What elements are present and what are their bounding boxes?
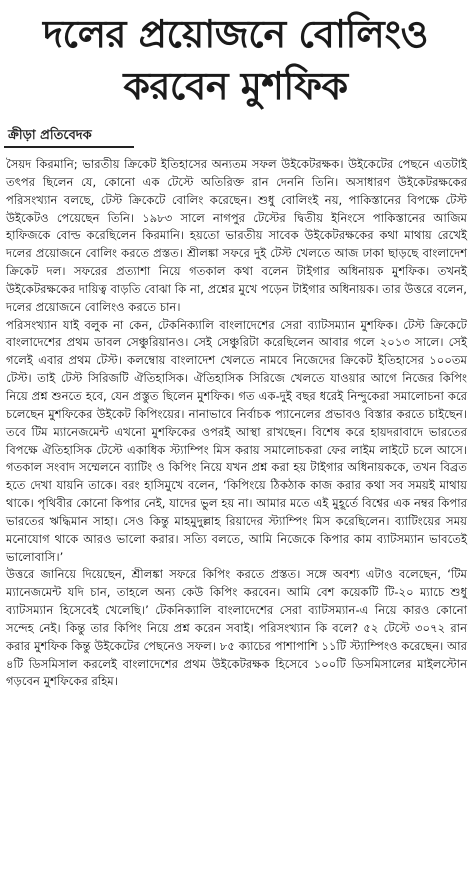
byline: ক্রীড়া প্রতিবেদক xyxy=(8,128,92,143)
article-body xyxy=(6,156,467,691)
headline-line-2: করবেন মুশফিক xyxy=(123,64,348,108)
article-paragraph: উত্তরে জানিয়ে দিয়েছেন, শ্রীলঙ্কা সফরে কিপিং করতে প্রস্তত। সঙ্গে অবশ্য এটাও বলেছেন, ‘টিম ম্যানেজমেন্ট যদি চান, তাহলে অন্য কেউ কিপিং করবেন। আমি বেশ কয়েকটি টি-২০ ম্যাচে শুধু ব্যাটসম্যান হিসেবেই খেলেছি।’ টেকনিক্যালি বাংলাদেশের সেরা ব্যাটসম্যান-এ নিয়ে কারও কোনো সন্দেহ নেই। কিন্তু তার কিপিং নিয়ে প্রশ্ন করেন সবাই। পরিসংখ্যান কি বলে? ৫২ টেস্টে ৩০৭২ রান করার মুশফিক কিন্তু উইকেটের পেছনেও সফল। ৮৫ ক্যাচের পাশাপাশি ১১টি স্ট্যাম্পিংও করেছেন। আর ৪টি ডিসমিসাল করলেই বাংলাদেশের প্রথম উইকেটরক্ষক হিসেবে ১০০টি ডিসমিসালের মাইলস্টোন গড়বেন মুশফিকের রহিম। xyxy=(6,567,467,689)
byline-divider xyxy=(4,146,134,148)
article-paragraph: সৈয়দ কিরমানি; ভারতীয় ক্রিকেট ইতিহাসের অন্যতম সফল উইকেটরক্ষক। উইকেটের পেছনে এতটাই তৎপর ছিলেন যে, কোনো এক টেস্টে অতিরিক্ত রান দেননি তিনি। অসাধারণ উইকেটরক্ষকের পরিসংখ্যান বলছে, টেস্ট ক্রিকেটে বোলিং করেছেন। শুধু বোলিংই নয়, পাকিস্তানের বিপক্ষে টেস্ট উইকেটও পেয়েছেন তিনি। ১৯৮৩ সালে নাগপুর টেস্টের দ্বিতীয় ইনিংসে পাকিস্তানের আজিম হাফিজকে বোল্ড করেছিলেন কিরমানি। হয়তো ভারতীয় সাবেক উইকেটরক্ষকের কথা মাথায় রেখেই দলের প্রয়োজনে বোলিং করতে প্রস্তত। শ্রীলঙ্কা সফরে দুই টেস্ট খেলতে আজ ঢাকা ছাড়ছে বাংলাদেশ ক্রিকেট দল। সফরের প্রত্যাশা নিয়ে গতকাল কথা বলেন টাইগার অধিনায়ক মুশফিক। তখনই উইকেটরক্ষকের দায়িত্ব বাড়তি বোঝা কি না, প্রশ্নের মুখে পড়েন টাইগার অধিনায়ক। তার উত্তরে বলেন, দলের প্রয়োজনে বোলিংও করতে চান। xyxy=(6,157,467,314)
headline-line-1: দলের প্রয়োজনে বোলিংও xyxy=(43,12,428,56)
article-paragraph: পরিসংখ্যান যাই বলুক না কেন, টেকনিক্যালি বাংলাদেশের সেরা ব্যাটসম্যান মুশফিক। টেস্ট ক্রিকেটে বাংলাদেশের প্রথম ডাবল সেঞ্চুরিয়ানও। সেই সেঞ্চুরিটা করেছিলেন আবার গলে ২০১৩ সালে। সেই গলেই এবার প্রথম টেস্ট। কলম্বোয় বাংলাদেশ খেলতে নামবে নিজেদের ক্রিকেট ইতিহাসের ১০০তম টেস্ট। তাই টেস্ট সিরিজটি ঐতিহাসিক। ঐতিহাসিক সিরিজে খেলতে যাওয়ার আগে নিজের কিপিং নিয়ে প্রশ্ন শুনতে হবে, যেন প্রস্তুত ছিলেন মুশফিক। গত এক-দুই বছর ধরেই নিন্দুকেরা সমালোচনা করে চলেছেন মুশফিকের উইকেট কিপিংয়ের। নানাভাবে নির্বাচক প্যানেলের প্রভাবও বিস্তার করতে চাইছেন। তবে টিম ম্যানেজমেন্ট এখনো মুশফিকের ওপরই আস্থা রাখছেন। বিশেষ করে হায়দরাবাদে ভারতের বিপক্ষে ঐতিহাসিক টেস্টে একাধিক স্ট্যাম্পিং মিস করায় সমালোচকরা ফের লাইম লাইটে চলে আসে। গতকাল সংবাদ সম্মেলনে ব্যাটিং ও কিপিং নিয়ে যখন প্রশ্ন করা হয় টাইগার অধিনায়ককে, তখন বিব্রত হতে দেখা যায়নি তাকে। বরং হাসিমুখে বলেন, ‘কিপিংয়ে ঠিকঠাক কাজ করার কথা সব সময়ই মাথায় থাকে। পৃথিবীর কোনো কিপার নেই, যাদের ভুল হয় না। আমার মতে এই মুহূর্তে বিশ্বের এক নম্বর কিপার ভারতের ঋদ্ধিমান সাহা। সেও কিন্তু মাহমুদুল্লাহ রিয়াদের স্ট্যাম্পিং মিস করেছিলেন। ব্যাটিংয়ের সময় মনোযোগ থাকে আরও ভালো করার। সত্যি বলতে, আমি নিজেকে কিপার কাম ব্যাটসম্যান ভাবতেই ভালোবাসি।’ xyxy=(6,317,467,564)
headline xyxy=(6,8,465,112)
